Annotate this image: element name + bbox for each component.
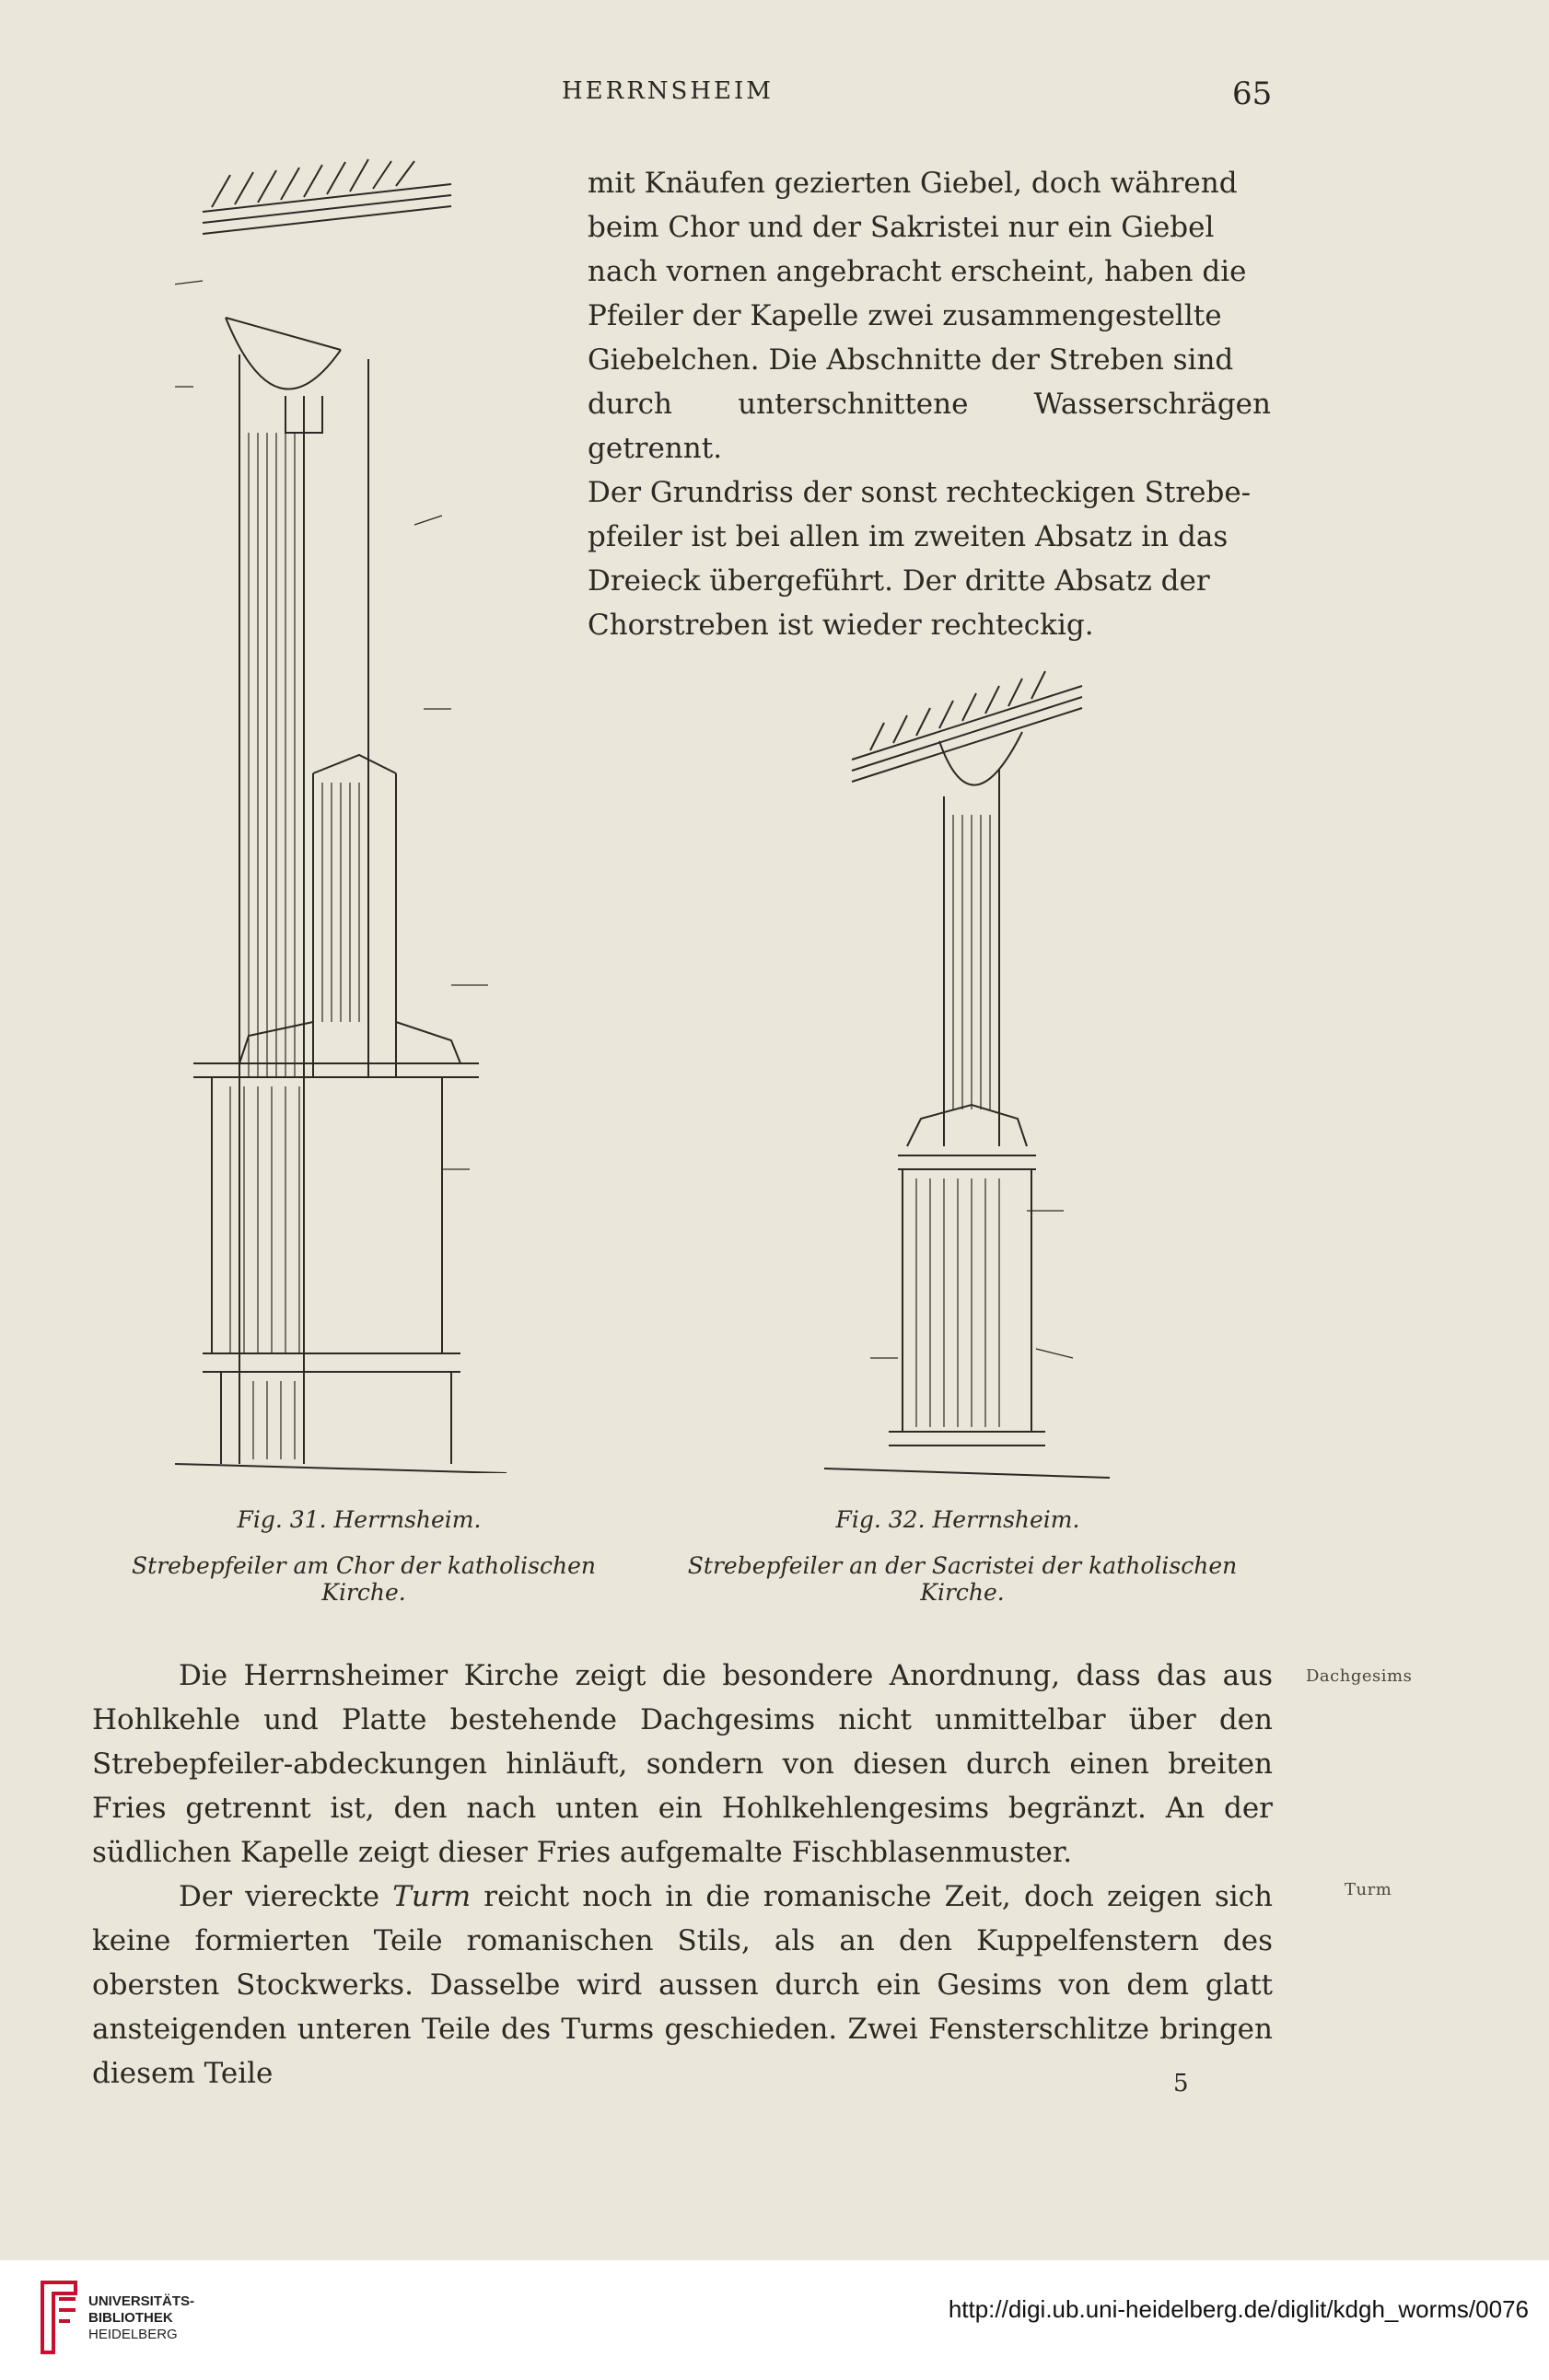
paragraph-dachgesims: Die Herrnsheimer Kirche zeigt die besondere Anordnung, dass das aus Hohlkehle und Platte bestehende Dachgesims nicht unmittelbar über den Strebepfeiler-abdeckungen hinläuft, sondern von diesen durch einen breiten Fries getrennt ist, den nach unten ein Hohlkehlengesims begränzt. An der südlichen Kapelle zeigt dieser Fries aufgemalte Fischblasenmuster. — [92, 1659, 1273, 1869]
intro-line: durch unterschnittene Wasserschrägen getrennt. — [588, 388, 1271, 465]
logo-line-1: UNIVERSITÄTS- — [88, 2293, 195, 2309]
intro-line: Dreieck übergeführt. Der dritte Absatz der — [588, 564, 1210, 598]
figure-32-buttress-drawing — [824, 658, 1119, 1487]
term-turm: Turm — [392, 1880, 472, 1913]
figure-32-caption-subtitle: Strebepfeiler an der Sacristei der katholischen Kirche. — [687, 1552, 1238, 1606]
figure-31-caption-title: Fig. 31. Herrnsheim. — [237, 1506, 482, 1533]
library-logo-icon — [39, 2281, 79, 2354]
paragraph-turm — [92, 1875, 1273, 2096]
logo-line-3: HEIDELBERG — [88, 2327, 178, 2342]
figure-31-caption-subtitle: Strebepfeiler am Chor der katholischen Kirche. — [132, 1552, 596, 1606]
figure-31-buttress-drawing — [175, 157, 525, 1473]
running-head: HERRNSHEIM — [562, 77, 774, 105]
intro-line: beim Chor und der Sakristei nur ein Giebel — [588, 211, 1215, 244]
margin-note-dachgesims: Dachgesims — [1306, 1666, 1413, 1686]
figure-32-caption-title: Fig. 32. Herrnsheim. — [835, 1506, 1080, 1533]
intro-line: Chorstreben ist wieder rechteckig. — [588, 609, 1094, 642]
margin-note-turm: Turm — [1345, 1880, 1392, 1899]
library-logo-text — [88, 2293, 194, 2343]
intro-line: Giebelchen. Die Abschnitte der Streben sind — [588, 343, 1234, 377]
body-text — [92, 1654, 1273, 2096]
intro-line: Der Grundriss der sonst rechteckigen Strebe- — [588, 476, 1252, 509]
intro-line: mit Knäufen gezierten Giebel, doch während — [588, 167, 1238, 200]
footer-bar — [0, 2260, 1549, 2380]
intro-line: Pfeiler der Kapelle zwei zusammengestellte — [588, 299, 1222, 332]
intro-line: pfeiler ist bei allen im zweiten Absatz in das — [588, 520, 1229, 553]
signature-mark: 5 — [1173, 2070, 1189, 2097]
permalink-url[interactable]: http://digi.ub.uni-heidelberg.de/diglit/kdgh_worms/0076 — [948, 2295, 1529, 2323]
paragraph-turm-start: Der viereckte — [179, 1880, 393, 1913]
logo-line-2: BIBLIOTHEK — [88, 2310, 173, 2326]
intro-line: nach vornen angebracht erscheint, haben die — [588, 255, 1247, 288]
intro-text — [588, 161, 1271, 647]
page-number: 65 — [1232, 75, 1273, 112]
paragraph-turm-rest: reicht noch in die romanische Zeit, doch zeigen sich keine formierten Teile romanischen Stils, als an den Kuppelfenstern des obersten Stockwerks. Dasselbe wird aussen durch ein Gesims von dem glatt ansteigenden unteren Teile des Turms geschieden. Zwei Fensterschlitze bringen diesem Teile — [92, 1880, 1273, 2090]
